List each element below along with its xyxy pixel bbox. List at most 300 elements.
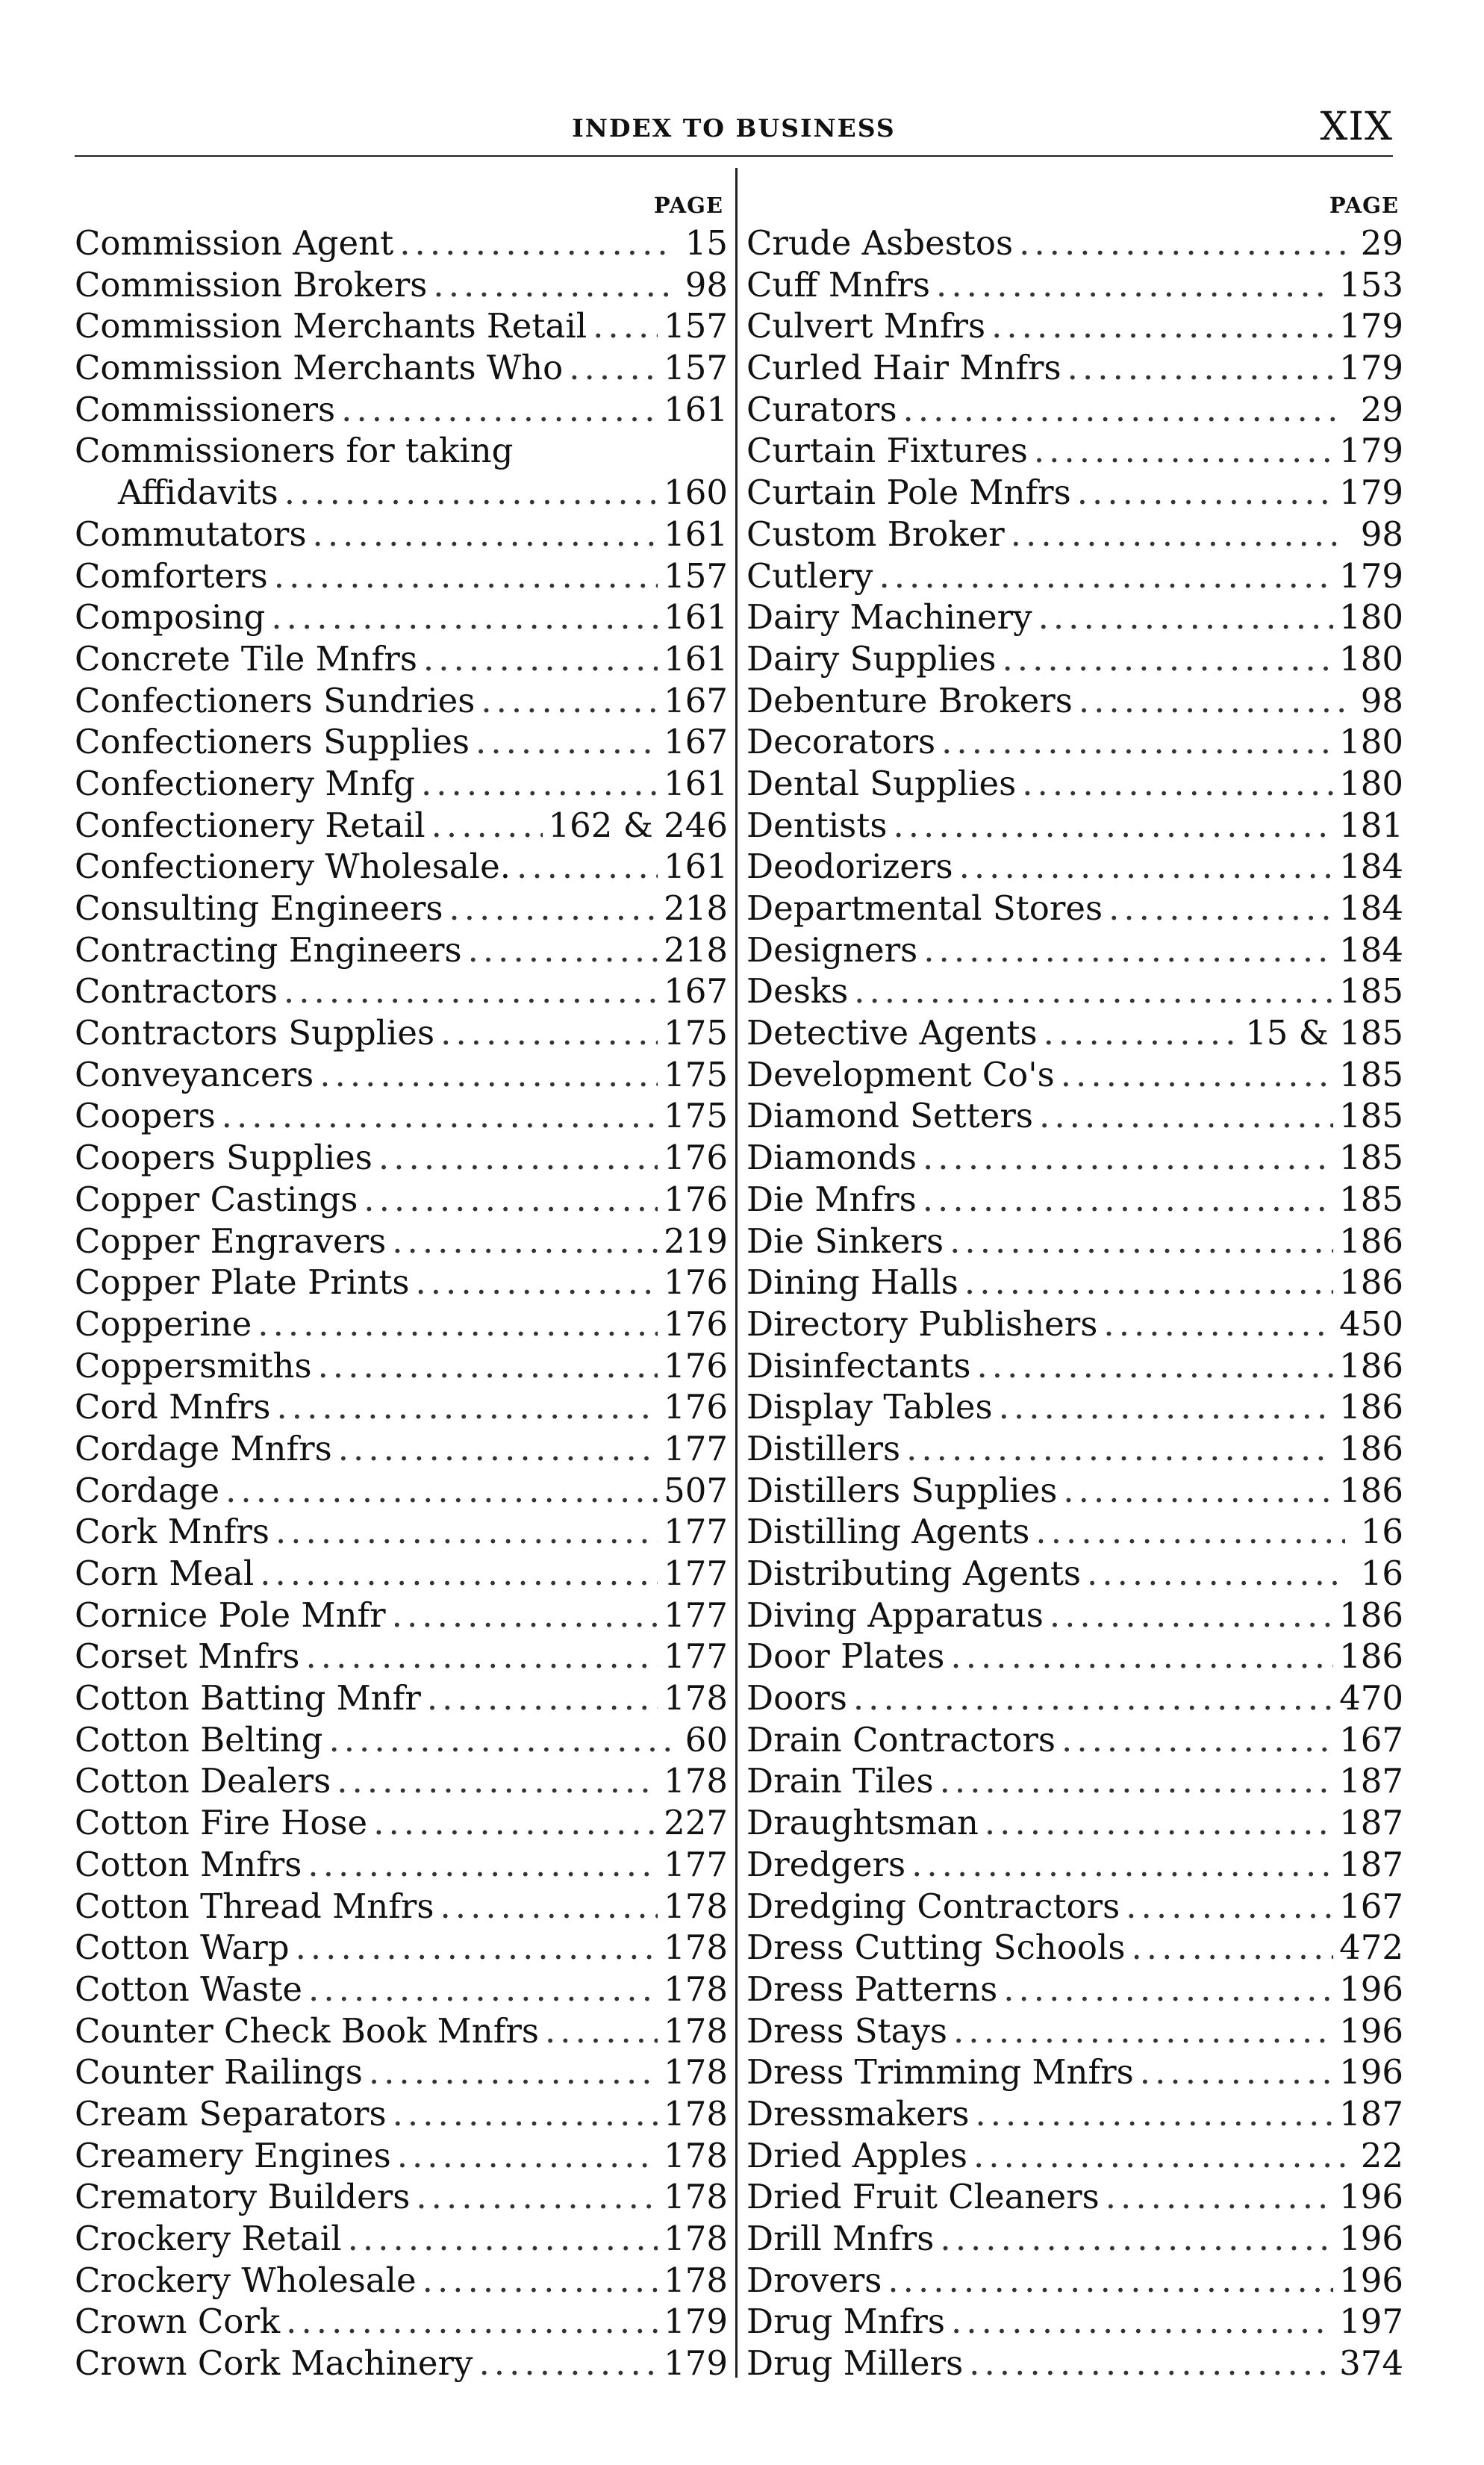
leader-dots xyxy=(284,472,658,514)
entry-name: Commission Brokers xyxy=(75,264,428,305)
entry-name: Cordage Mnfrs xyxy=(75,1428,332,1468)
index-entry xyxy=(746,2260,1403,2302)
index-entry xyxy=(75,1428,728,1470)
leader-dots xyxy=(286,2301,658,2343)
index-entry xyxy=(75,888,728,929)
entry-page: 29 xyxy=(1360,389,1403,429)
entry-name: Cork Mnfrs xyxy=(75,1512,269,1552)
entry-page: 178 xyxy=(664,2219,728,2258)
index-entry xyxy=(75,2260,728,2302)
index-entry xyxy=(746,1886,1403,1928)
index-entry xyxy=(746,430,1403,472)
index-entry xyxy=(746,1719,1403,1761)
index-entry xyxy=(75,2301,728,2343)
entry-name: Dress Trimming Mnfrs xyxy=(746,2052,1134,2092)
entry-page: 470 xyxy=(1339,1678,1403,1718)
index-entry xyxy=(75,1636,728,1677)
right-page-heading xyxy=(746,188,1403,222)
entry-name: Confectionery Retail xyxy=(75,805,425,845)
entry-page: 160 xyxy=(664,473,728,513)
index-entry xyxy=(75,1095,728,1137)
entry-name: Directory Publishers xyxy=(746,1303,1098,1344)
entry-page: 179 xyxy=(664,2343,728,2384)
entry-page: 175 xyxy=(664,1054,728,1094)
index-entry xyxy=(75,2343,728,2384)
leader-dots xyxy=(225,1470,658,1512)
leader-dots xyxy=(1038,596,1334,638)
leader-dots xyxy=(936,264,1333,306)
leader-dots xyxy=(1022,763,1333,805)
index-entry xyxy=(746,1470,1403,1512)
leader-dots xyxy=(478,2343,658,2384)
leader-dots xyxy=(440,1886,658,1928)
index-entry xyxy=(75,721,728,763)
index-entry xyxy=(746,1428,1403,1470)
entry-page: 60 xyxy=(685,1719,728,1760)
entry-name: Drill Mnfrs xyxy=(746,2219,935,2258)
leader-dots xyxy=(964,1262,1333,1303)
entry-page: 178 xyxy=(664,1928,728,1968)
entry-page: 167 xyxy=(1339,1719,1403,1760)
entry-name: Drain Tiles xyxy=(746,1761,934,1801)
index-entry xyxy=(75,596,728,638)
entry-name: Contracting Engineers xyxy=(75,929,462,970)
entry-name: Curators xyxy=(746,389,897,429)
leader-dots xyxy=(879,555,1333,597)
entry-page: 15 & 185 xyxy=(1245,1013,1403,1053)
index-entry xyxy=(75,2093,728,2135)
entry-name: Drain Contractors xyxy=(746,1719,1056,1760)
column-divider xyxy=(735,168,738,2378)
entry-page: 196 xyxy=(1339,1969,1403,2009)
index-entry xyxy=(75,2218,728,2260)
leader-dots xyxy=(1044,1012,1240,1054)
entry-name: Culvert Mnfrs xyxy=(746,306,986,346)
leader-dots xyxy=(423,2260,658,2302)
leader-dots xyxy=(393,2093,658,2135)
index-entry xyxy=(746,1802,1403,1844)
leader-dots xyxy=(431,805,543,847)
entry-page: 219 xyxy=(664,1221,728,1261)
entry-page: 184 xyxy=(1339,929,1403,970)
entry-name: Dairy Supplies xyxy=(746,638,997,679)
entry-page: 177 xyxy=(664,1636,728,1677)
leader-dots xyxy=(308,1844,658,1886)
entry-name: Commutators xyxy=(75,514,307,554)
index-entry xyxy=(746,1303,1403,1345)
entry-page: 178 xyxy=(664,2093,728,2134)
index-entry xyxy=(746,264,1403,306)
index-entry xyxy=(75,763,728,805)
leader-dots xyxy=(1039,1095,1333,1137)
index-entry xyxy=(75,1595,728,1636)
index-entry xyxy=(75,1137,728,1179)
entry-page: 184 xyxy=(1339,847,1403,887)
index-entry xyxy=(746,2135,1403,2177)
entry-name: Die Sinkers xyxy=(746,1221,944,1261)
index-entry xyxy=(746,1636,1403,1677)
entry-page: 178 xyxy=(664,1761,728,1801)
leader-dots xyxy=(274,555,658,597)
leader-dots xyxy=(1079,680,1345,722)
entry-name: Commission Agent xyxy=(75,223,394,263)
entry-name: Cord Mnfrs xyxy=(75,1387,271,1427)
entry-name: Contractors Supplies xyxy=(75,1013,435,1053)
index-entry xyxy=(75,1054,728,1096)
index-entry xyxy=(746,1137,1403,1179)
entry-page: 187 xyxy=(1339,1761,1403,1801)
entry-name: Cotton Batting Mnfr xyxy=(75,1678,421,1718)
entry-name: Confectioners Supplies xyxy=(75,722,470,762)
index-entry xyxy=(75,1886,728,1928)
entry-page: 186 xyxy=(1339,1387,1403,1427)
index-entry xyxy=(746,389,1403,431)
index-entry xyxy=(75,389,728,431)
entry-name: Doors xyxy=(746,1678,847,1718)
entry-page: 186 xyxy=(1339,1636,1403,1677)
entry-page: 176 xyxy=(664,1345,728,1386)
index-entry xyxy=(75,1262,728,1303)
index-entry xyxy=(746,680,1403,722)
entry-page: 178 xyxy=(664,1678,728,1718)
entry-name: Consulting Engineers xyxy=(75,888,443,928)
leader-dots xyxy=(318,1345,658,1387)
leader-dots xyxy=(1050,1595,1333,1636)
entry-page: 176 xyxy=(664,1387,728,1427)
index-entry xyxy=(746,846,1403,888)
leader-dots xyxy=(440,1012,658,1054)
entry-page: 186 xyxy=(1339,1428,1403,1468)
leader-dots xyxy=(1109,888,1333,929)
entry-name: Dress Patterns xyxy=(746,1969,998,2009)
entry-page: 176 xyxy=(664,1179,728,1219)
leader-dots xyxy=(369,2051,658,2093)
entry-name: Dried Apples xyxy=(746,2135,967,2175)
entry-name: Confectionery Mnfg xyxy=(75,763,415,803)
index-entry xyxy=(75,1179,728,1221)
entry-page: 185 xyxy=(1339,1138,1403,1178)
leader-dots xyxy=(481,680,658,722)
index-entry xyxy=(746,2093,1403,2135)
leader-dots xyxy=(903,389,1345,431)
entry-page: 29 xyxy=(1360,223,1403,263)
leader-dots xyxy=(975,2093,1333,2135)
index-entry xyxy=(746,1511,1403,1553)
leader-dots xyxy=(378,1137,658,1179)
entry-page: 472 xyxy=(1339,1928,1403,1968)
entry-name: Curled Hair Mnfrs xyxy=(746,348,1061,388)
entry-name: Distributing Agents xyxy=(746,1554,1082,1593)
leader-dots xyxy=(397,2135,658,2177)
entry-page: 227 xyxy=(664,1803,728,1843)
entry-page: 16 xyxy=(1360,1554,1403,1593)
leader-dots xyxy=(1061,1054,1333,1096)
left-column xyxy=(75,188,728,2384)
entry-name: Dental Supplies xyxy=(746,763,1017,803)
entry-page: 98 xyxy=(1360,680,1403,720)
index-entry xyxy=(75,680,728,722)
entry-name: Cotton Belting xyxy=(75,1719,323,1760)
index-entry xyxy=(75,555,728,597)
entry-name: Counter Check Book Mnfrs xyxy=(75,2010,539,2051)
leader-dots xyxy=(973,2135,1345,2177)
entry-page: 185 xyxy=(1339,971,1403,1012)
entry-name: Cuff Mnfrs xyxy=(746,264,931,305)
leader-dots xyxy=(1103,1303,1333,1345)
entry-page: 184 xyxy=(1339,888,1403,928)
leader-dots xyxy=(1011,514,1345,555)
entry-name: Cornice Pole Mnfr xyxy=(75,1595,386,1635)
index-entry xyxy=(75,1802,728,1844)
entry-page: 177 xyxy=(664,1554,728,1593)
leader-dots xyxy=(906,1428,1333,1470)
entry-page: 162 & 246 xyxy=(548,805,728,845)
entry-page: 186 xyxy=(1339,1595,1403,1635)
index-entry xyxy=(746,1012,1403,1054)
index-entry xyxy=(75,222,728,264)
entry-name: Commissioners for taking xyxy=(75,431,514,471)
index-entry xyxy=(75,1386,728,1428)
leader-dots xyxy=(951,2301,1333,2343)
entry-page: 161 xyxy=(664,763,728,803)
entry-page: 178 xyxy=(664,2260,728,2300)
leader-dots xyxy=(1019,222,1345,264)
entry-page: 196 xyxy=(1339,2052,1403,2092)
leader-dots xyxy=(449,888,658,929)
leader-dots xyxy=(222,1095,658,1137)
entry-name: Diamond Setters xyxy=(746,1096,1034,1136)
entry-page: 161 xyxy=(664,597,728,638)
leader-dots xyxy=(1131,1927,1333,1969)
entry-page: 186 xyxy=(1339,1470,1403,1510)
index-entry xyxy=(746,1179,1403,1221)
entry-name: Desks xyxy=(746,971,849,1012)
leader-dots xyxy=(923,929,1333,971)
entry-page: 161 xyxy=(664,389,728,429)
index-entry xyxy=(746,805,1403,847)
entry-page: 187 xyxy=(1339,1803,1403,1843)
index-entry xyxy=(746,347,1403,389)
index-entry xyxy=(746,970,1403,1012)
index-entry xyxy=(75,2010,728,2052)
entry-page: 186 xyxy=(1339,1221,1403,1261)
index-entry xyxy=(746,2176,1403,2218)
entry-page: 161 xyxy=(664,514,728,554)
entry-page: 180 xyxy=(1339,638,1403,679)
index-entry xyxy=(75,805,728,847)
page-title: INDEX TO BUSINESS xyxy=(572,113,896,143)
entry-page: 167 xyxy=(664,680,728,720)
index-entry xyxy=(75,638,728,680)
entry-page: 196 xyxy=(1339,2177,1403,2217)
index-entry xyxy=(75,264,728,306)
leader-dots xyxy=(940,1760,1333,1802)
index-entry xyxy=(746,1095,1403,1137)
entry-name: Crown Cork Machinery xyxy=(75,2343,473,2384)
leader-dots xyxy=(399,222,670,264)
index-entry xyxy=(75,514,728,555)
entry-name: Coopers xyxy=(75,1096,216,1136)
index-entry xyxy=(746,1386,1403,1428)
index-entry xyxy=(746,1054,1403,1096)
entry-name: Copper Engravers xyxy=(75,1221,387,1261)
entry-name: Dairy Machinery xyxy=(746,597,1032,638)
entry-name: Crockery Retail xyxy=(75,2219,342,2258)
entry-name: Drovers xyxy=(746,2260,882,2300)
entry-name: Drug Millers xyxy=(746,2343,964,2384)
leader-dots xyxy=(911,1844,1333,1886)
entry-name: Debenture Brokers xyxy=(746,680,1073,720)
entry-page: 177 xyxy=(664,1512,728,1552)
leader-dots xyxy=(433,264,670,306)
entry-page: 167 xyxy=(1339,1886,1403,1926)
index-entry xyxy=(75,1927,728,1969)
entry-name: Coopers Supplies xyxy=(75,1138,372,1178)
entry-page: 98 xyxy=(685,264,728,305)
leader-dots xyxy=(923,1179,1333,1221)
leader-dots xyxy=(423,638,658,680)
entry-name: Crematory Builders xyxy=(75,2177,411,2217)
entry-name: Contractors xyxy=(75,971,278,1012)
leader-dots xyxy=(1077,472,1333,514)
entry-name: Custom Broker xyxy=(746,514,1005,554)
leader-dots xyxy=(985,1802,1333,1844)
index-entry xyxy=(746,1262,1403,1303)
entry-page: 178 xyxy=(664,1886,728,1926)
entry-page: 218 xyxy=(664,929,728,970)
entry-page: 178 xyxy=(664,1969,728,2009)
entry-page: 179 xyxy=(664,2302,728,2342)
leader-dots xyxy=(1067,347,1333,389)
leader-dots xyxy=(373,1802,658,1844)
entry-page: 179 xyxy=(1339,348,1403,388)
leader-dots xyxy=(969,2343,1333,2384)
entry-page: 187 xyxy=(1339,1844,1403,1884)
entry-name: Departmental Stores xyxy=(746,888,1103,928)
leader-dots xyxy=(392,1221,658,1262)
entry-name: Crude Asbestos xyxy=(746,223,1014,263)
leader-dots xyxy=(348,2218,658,2260)
entry-page: 179 xyxy=(1339,473,1403,513)
entry-page: 16 xyxy=(1360,1512,1403,1552)
entry-name: Designers xyxy=(746,929,918,970)
entry-name: Decorators xyxy=(746,722,936,762)
entry-page: 180 xyxy=(1339,763,1403,803)
leader-dots xyxy=(415,1262,658,1303)
leader-dots xyxy=(569,347,658,389)
index-entry xyxy=(746,1595,1403,1636)
entry-page: 22 xyxy=(1360,2135,1403,2175)
entry-name: Creamery Engines xyxy=(75,2135,391,2175)
entry-page: 507 xyxy=(664,1470,728,1510)
leader-dots xyxy=(959,846,1334,888)
leader-dots xyxy=(305,1636,658,1677)
index-entry xyxy=(75,2051,728,2093)
index-entry xyxy=(75,1719,728,1761)
entry-name: Die Mnfrs xyxy=(746,1179,917,1219)
leader-dots xyxy=(853,1677,1333,1719)
entry-name: Curtain Fixtures xyxy=(746,431,1028,471)
entry-name: Cordage xyxy=(75,1470,220,1510)
entry-name: Display Tables xyxy=(746,1387,993,1427)
leader-dots xyxy=(941,721,1333,763)
entry-name: Dining Halls xyxy=(746,1262,958,1303)
entry-page: 196 xyxy=(1339,2219,1403,2258)
index-entry xyxy=(746,1844,1403,1886)
entry-name: Distilling Agents xyxy=(746,1512,1030,1552)
entry-page: 175 xyxy=(664,1013,728,1053)
leader-dots xyxy=(284,970,658,1012)
entry-name: Commission Merchants Who xyxy=(75,348,564,388)
leader-dots xyxy=(296,1927,658,1969)
entry-page: 157 xyxy=(664,555,728,596)
leader-dots xyxy=(421,763,658,805)
entry-name: Dress Cutting Schools xyxy=(746,1928,1126,1968)
entry-page: 177 xyxy=(664,1844,728,1884)
entry-name: Diamonds xyxy=(746,1138,917,1178)
entry-page: 15 xyxy=(685,223,728,263)
entry-page: 176 xyxy=(664,1303,728,1344)
index-entry xyxy=(746,763,1403,805)
entry-page: 197 xyxy=(1339,2302,1403,2342)
index-entry xyxy=(746,929,1403,971)
leader-dots xyxy=(341,389,658,431)
leader-dots xyxy=(923,1137,1333,1179)
leader-dots xyxy=(1003,1969,1333,2010)
entry-page: 178 xyxy=(664,2135,728,2175)
leader-dots xyxy=(940,2218,1333,2260)
entry-page: 187 xyxy=(1339,2093,1403,2134)
leader-dots xyxy=(416,2176,658,2218)
leader-dots xyxy=(1087,1553,1345,1595)
entry-name: Dress Stays xyxy=(746,2010,947,2051)
entry-page: 179 xyxy=(1339,431,1403,471)
entry-name: Curtain Pole Mnfrs xyxy=(746,473,1071,513)
entry-name: Cotton Mnfrs xyxy=(75,1844,302,1884)
entry-page: 167 xyxy=(664,971,728,1012)
entry-name: Cutlery xyxy=(746,555,873,596)
entry-name: Cream Separators xyxy=(75,2093,387,2134)
entry-name: Commissioners xyxy=(75,389,336,429)
entry-name: Crockery Wholesale xyxy=(75,2260,417,2300)
entry-name: Composing xyxy=(75,597,266,638)
right-entry-list xyxy=(746,222,1403,2384)
entry-name: Dentists xyxy=(746,805,888,845)
entry-page: 178 xyxy=(664,2177,728,2217)
leader-dots xyxy=(953,2010,1333,2052)
entry-name: Dried Fruit Cleaners xyxy=(746,2177,1100,2217)
entry-page: 196 xyxy=(1339,2010,1403,2051)
entry-page: 157 xyxy=(664,306,728,346)
entry-page: 161 xyxy=(664,638,728,679)
entry-page: 180 xyxy=(1339,722,1403,762)
leader-dots xyxy=(275,1511,658,1553)
entry-name: Dressmakers xyxy=(746,2093,970,2134)
entry-name: Diving Apparatus xyxy=(746,1595,1044,1635)
entry-name: Cotton Dealers xyxy=(75,1761,331,1801)
index-entry xyxy=(746,1760,1403,1802)
index-entry xyxy=(75,1677,728,1719)
leader-dots xyxy=(319,1054,658,1096)
leader-dots xyxy=(517,846,658,888)
leader-dots xyxy=(991,305,1333,347)
index-entry xyxy=(75,472,728,514)
index-entry xyxy=(746,1553,1403,1595)
entry-page: 177 xyxy=(664,1595,728,1635)
entry-name: Distillers xyxy=(746,1428,901,1468)
entry-page: 177 xyxy=(664,1428,728,1468)
entry-name: Door Plates xyxy=(746,1636,945,1677)
